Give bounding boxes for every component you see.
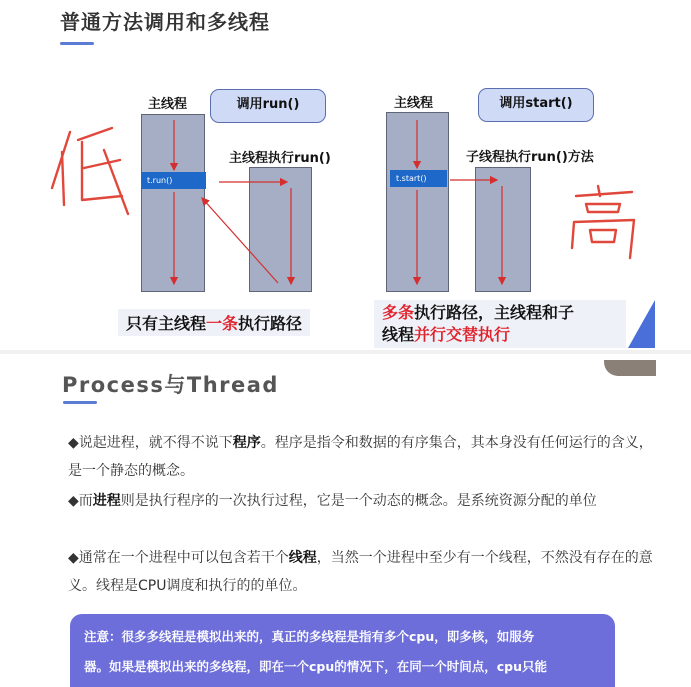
right-main-thread-label: 主线程 xyxy=(394,96,434,111)
bullet-bold: 线程 xyxy=(288,550,317,566)
left-main-thread-label: 主线程 xyxy=(148,97,188,112)
bullet-bold: 程序 xyxy=(232,435,261,451)
left-caption-highlight: 一条 xyxy=(206,314,239,333)
note-line-1: 注意：很多多线程是模拟出来的，真正的多线程是指有多个cpu，即多核，如服务 xyxy=(84,629,535,644)
right-caption-line2: 线程 xyxy=(382,325,415,344)
note-box xyxy=(70,614,615,687)
bullet-text: 。程序是指令和数据的有序集合，其本身没有任何运行的含义，是一个静态的概念。 xyxy=(68,435,653,479)
bullet-diamond-icon: ◆ xyxy=(68,435,79,451)
left-caption-text-end: 执行路径 xyxy=(238,314,303,333)
bullet-bold: 进程 xyxy=(92,493,121,509)
bullet-text: ，当然一个进程中至少有一个线程，不然没有存在的意义。线程是CPU调度和执行的的单位。 xyxy=(68,550,653,594)
bullet-process xyxy=(68,487,658,515)
right-caption-highlight-2: 并行交替执行 xyxy=(414,325,511,344)
right-caption-line1: 执行路径，主线程和子 xyxy=(414,303,575,322)
right-caption xyxy=(374,300,626,348)
left-sub-thread-label: 主线程执行run() xyxy=(229,151,331,166)
right-caption-highlight-1: 多条 xyxy=(382,303,415,322)
bullet-text: 而 xyxy=(78,493,93,509)
section-title-underline xyxy=(63,401,97,404)
right-callout: 调用start() xyxy=(478,88,594,122)
bullet-diamond-icon: ◆ xyxy=(68,493,79,509)
handwriting-low xyxy=(52,128,128,214)
note-line-2: 器。如果是模拟出来的多线程，即在一个cpu的情况下，在同一个时间点，cpu只能 xyxy=(84,659,548,674)
slide-divider xyxy=(0,350,691,354)
left-caption-text: 只有主线程 xyxy=(126,314,207,333)
bullet-text: 则是执行程序的一次执行过程，它是一个动态的概念。是系统资源分配的单位 xyxy=(120,493,597,509)
corner-shape xyxy=(628,300,655,348)
handwriting-high xyxy=(572,186,634,258)
right-call-marker: t.start() xyxy=(390,170,447,187)
slide-title: 普通方法调用和多线程 xyxy=(60,10,270,34)
bullet-text: 说起进程，就不得不说下 xyxy=(78,435,233,451)
left-callout: 调用run() xyxy=(210,89,326,123)
bullet-thread xyxy=(68,544,658,600)
right-sub-thread-label: 子线程执行run()方法 xyxy=(466,150,594,165)
left-caption xyxy=(118,309,310,336)
bullet-text: 通常在一个进程中可以包含若干个 xyxy=(78,550,289,566)
left-call-marker: t.run() xyxy=(141,172,206,189)
presenter-video-thumbnail xyxy=(604,360,656,376)
bullet-program xyxy=(68,429,658,485)
bullet-diamond-icon: ◆ xyxy=(68,550,79,566)
section-title: Process与Thread xyxy=(62,373,279,397)
